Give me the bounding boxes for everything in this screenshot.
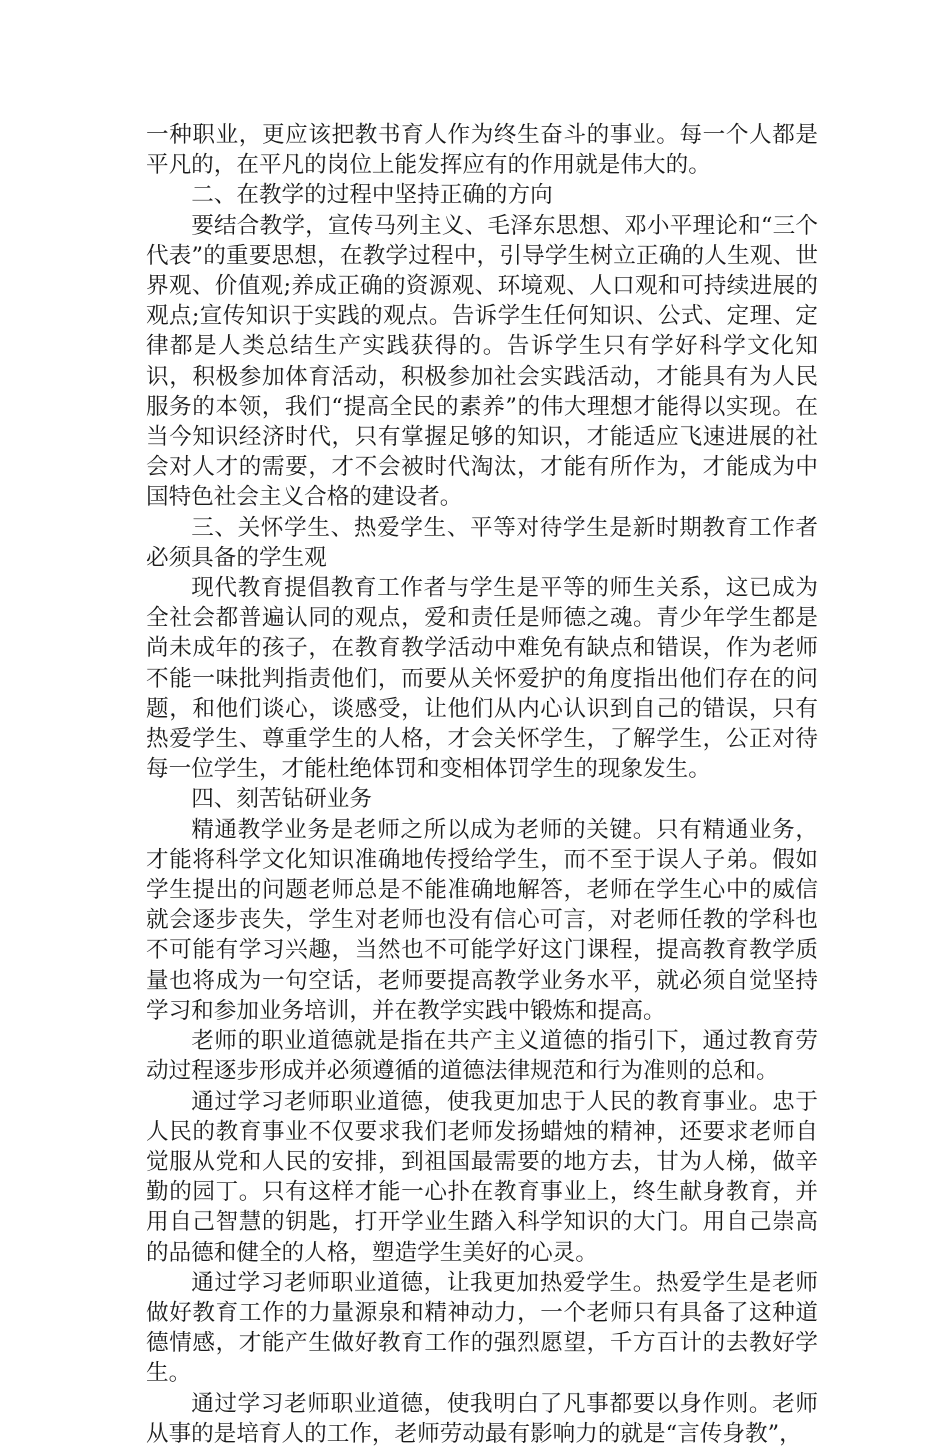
paragraph: 老师的职业道德就是指在共产主义道德的指引下，通过教育劳动过程逐步形成并必须遵循的道德法律规范和行为准则的总和。 xyxy=(146,1028,818,1085)
paragraph: 要结合教学，宣传马列主义、毛泽东思想、邓小平理论和“三个代表”的重要思想，在教学过程中，引导学生树立正确的人生观、世界观、价值观;养成正确的资源观、环境观、人口观和可持续进展的观点;宣传知识于实践的观点。告诉学生任何知识、公式、定理、定律都是人类总结生产实践获得的。告诉学生只有学好科学文化知识，积极参加体育活动，积极参加社会实践活动，才能具有为人民服务的本领，我们“提高全民的素养”的伟大理想才能得以实现。在当今知识经济时代，只有掌握足够的知识，才能适应飞速进展的社会对人才的需要，才不会被时代淘汰，才能有所作为，才能成为中国特色社会主义合格的建设者。 xyxy=(146,212,818,511)
section-heading-2: 二、在教学的过程中坚持正确的方向 xyxy=(191,182,553,209)
paragraph-continued: 一种职业，更应该把教书育人作为终生奋斗的事业。每一个人都是平凡的，在平凡的岗位上能发挥应有的作用就是伟大的。 xyxy=(146,122,818,179)
section-heading-4: 四、刻苦钻研业务 xyxy=(191,786,372,813)
paragraph: 精通教学业务是老师之所以成为老师的关键。只有精通业务，才能将科学文化知识准确地传授给学生，而不至于误人子弟。假如学生提出的问题老师总是不能准确地解答，老师在学生心中的威信就会逐步丧失，学生对老师也没有信心可言，对老师任教的学科也不可能有学习兴趣，当然也不可能学好这门课程，提高教育教学质量也将成为一句空话，老师要提高教学业务水平，就必须自觉坚持学习和参加业务培训，并在教学实践中锻炼和提高。 xyxy=(146,816,818,1024)
paragraph: 通过学习老师职业道德，让我更加热爱学生。热爱学生是老师做好教育工作的力量源泉和精神动力，一个老师只有具备了这种道德情感，才能产生做好教育工作的强烈愿望，千方百计的去教好学生。 xyxy=(146,1269,818,1387)
document-page xyxy=(146,120,818,1449)
paragraph: 通过学习老师职业道德，使我更加忠于人民的教育事业。忠于人民的教育事业不仅要求我们老师发扬蜡烛的精神，还要求老师自觉服从党和人民的安排，到祖国最需要的地方去，甘为人梯，做辛勤的园丁。只有这样才能一心扑在教育事业上，终生献身教育，并用自己智慧的钥匙，打开学业生踏入科学知识的大门。用自己崇高的品德和健全的人格，塑造学生美好的心灵。 xyxy=(146,1088,818,1266)
paragraph: 通过学习老师职业道德，使我明白了凡事都要以身作则。老师从事的是培育人的工作，老师劳动最有影响力的就是“言传身教”， xyxy=(146,1390,818,1447)
section-heading-3: 三、关怀学生、热爱学生、平等对待学生是新时期教育工作者必须具备的学生观 xyxy=(146,514,818,571)
paragraph: 现代教育提倡教育工作者与学生是平等的师生关系，这已成为全社会都普遍认同的观点，爱和责任是师德之魂。青少年学生都是尚未成年的孩子，在教育教学活动中难免有缺点和错误，作为老师不能一味批判指责他们，而要从关怀爱护的角度指出他们存在的问题，和他们谈心，谈感受，让他们从内心认识到自己的错误，只有热爱学生、尊重学生的人格，才会关怀学生，了解学生，公正对待每一位学生，才能杜绝体罚和变相体罚学生的现象发生。 xyxy=(146,575,818,783)
